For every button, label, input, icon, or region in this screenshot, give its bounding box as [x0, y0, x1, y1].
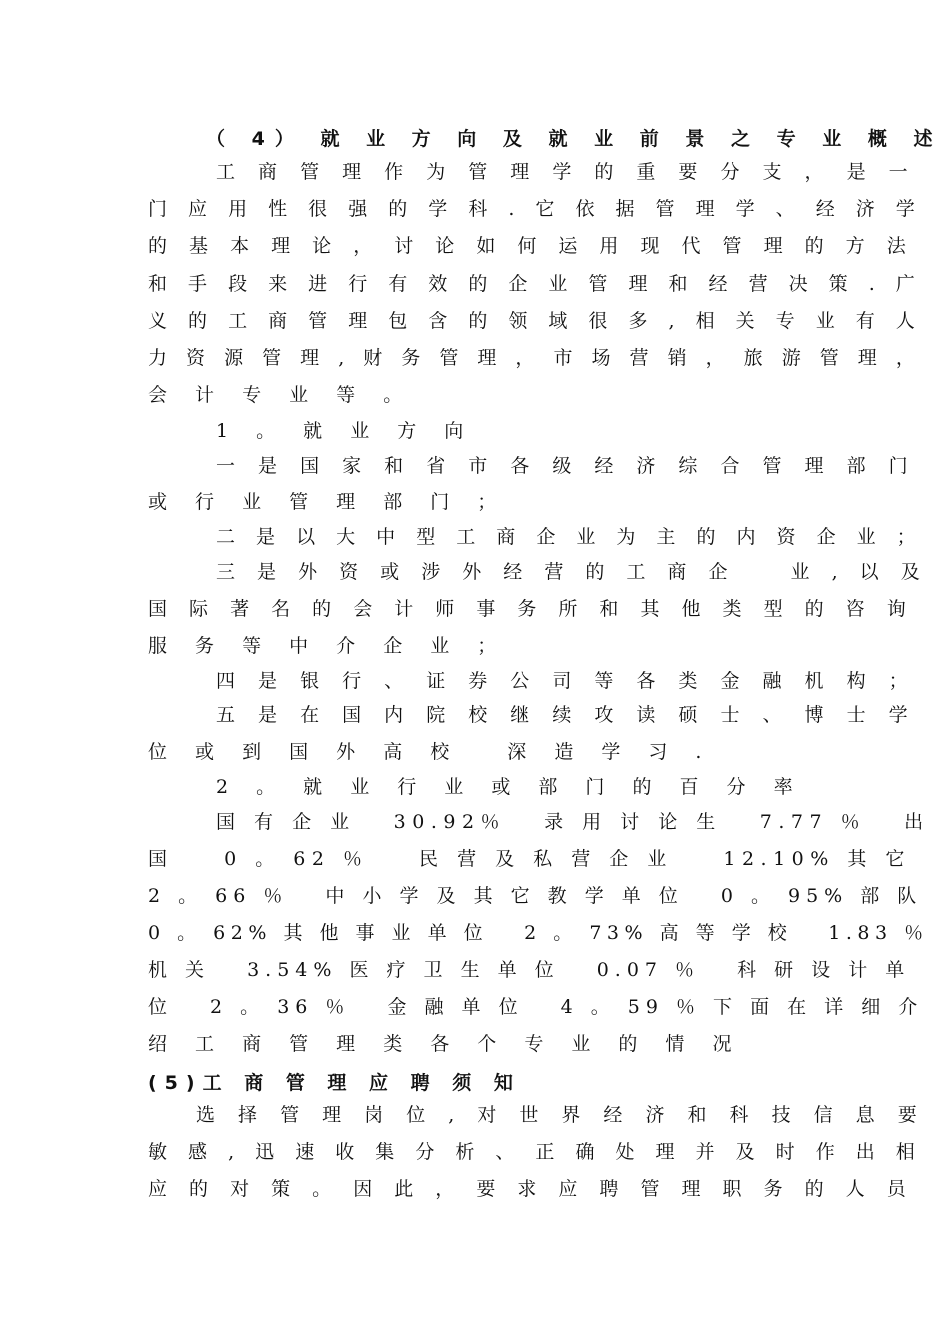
- paragraph-line: 服 务 等 中 介 企 业 ；: [148, 635, 508, 657]
- paragraph-line: 义 的 工 商 管 理 包 含 的 领 域 很 多 , 相 关 专 业 有 人: [148, 310, 923, 332]
- subheading-employment-direction: 1 。 就 业 方 向: [216, 420, 475, 442]
- section-5-heading: (5)工 商 管 理 应 聘 须 知: [148, 1072, 521, 1094]
- paragraph-line: 位 2 。 36 ％ 金 融 单 位 4 。 59 ％ 下 面 在 详 细 介: [148, 996, 924, 1018]
- paragraph-line: 机 关 3.54% 医 疗 卫 生 单 位 0.07 ％ 科 研 设 计 单: [148, 959, 911, 981]
- paragraph-line: 应 的 对 策 。 因 此 ， 要 求 应 聘 管 理 职 务 的 人 员: [148, 1178, 914, 1200]
- section-4-title: （ 4） 就 业 方 向 及 就 业 前 景 之 专 业 概 述: [206, 128, 943, 150]
- paragraph-line: 工 商 管 理 作 为 管 理 学 的 重 要 分 支 ， 是 一: [216, 161, 917, 183]
- paragraph-line: 或 行 业 管 理 部 门 ；: [148, 491, 508, 513]
- paragraph-line: 一 是 国 家 和 省 市 各 级 经 济 综 合 管 理 部 门: [216, 455, 917, 477]
- subheading-industry-percentage: 2 。 就 业 行 业 或 部 门 的 百 分 率: [216, 776, 804, 798]
- paragraph-line: 会 计 专 业 等 。: [148, 384, 414, 406]
- paragraph-line: 三 是 外 资 或 涉 外 经 营 的 工 商 企 业 , 以 及: [216, 561, 928, 583]
- paragraph-line: 门 应 用 性 很 强 的 学 科 . 它 依 据 管 理 学 、 经 济 学: [148, 198, 923, 220]
- paragraph-line: 2 。 66 ％ 中 小 学 及 其 它 教 学 单 位 0 。 95% 部 队: [148, 885, 923, 907]
- paragraph-line: 选 择 管 理 岗 位 , 对 世 界 经 济 和 科 技 信 息 要: [196, 1104, 926, 1126]
- paragraph-line: 位 或 到 国 外 高 校 深 造 学 习 .: [148, 741, 713, 763]
- paragraph-line: 0 。 62% 其 他 事 业 单 位 2 。 73% 高 等 学 校 1.83 ％: [148, 922, 929, 944]
- paragraph-line: 国 0 。 62 ％ 民 营 及 私 营 企 业 12.10% 其 它: [148, 848, 911, 870]
- paragraph-line: 和 手 段 来 进 行 有 效 的 企 业 管 理 和 经 营 决 策 . 广: [148, 273, 923, 295]
- paragraph-line: 绍 工 商 管 理 类 各 个 专 业 的 情 况: [148, 1033, 743, 1055]
- paragraph-line: 国 有 企 业 30.92％ 录 用 讨 论 生 7.77 ％ 出: [216, 811, 930, 833]
- paragraph-line: 五 是 在 国 内 院 校 继 续 攻 读 硕 士 、 博 士 学: [216, 704, 917, 726]
- paragraph-line: 二 是 以 大 中 型 工 商 企 业 为 主 的 内 资 企 业 ；: [216, 526, 924, 548]
- paragraph-line: 敏 感 , 迅 速 收 集 分 析 、 正 确 处 理 并 及 时 作 出 相: [148, 1141, 923, 1163]
- paragraph-line: 的 基 本 理 论 ， 讨 论 如 何 运 用 现 代 管 理 的 方 法: [148, 235, 914, 257]
- paragraph-line: 国 际 著 名 的 会 计 师 事 务 所 和 其 他 类 型 的 咨 询: [148, 598, 914, 620]
- paragraph-line: 力 资 源 管 理 , 财 务 管 理 ， 市 场 营 销 ， 旅 游 管 理 ，: [148, 347, 922, 369]
- paragraph-line: 四 是 银 行 、 证 券 公 司 等 各 类 金 融 机 构 ；: [216, 670, 917, 692]
